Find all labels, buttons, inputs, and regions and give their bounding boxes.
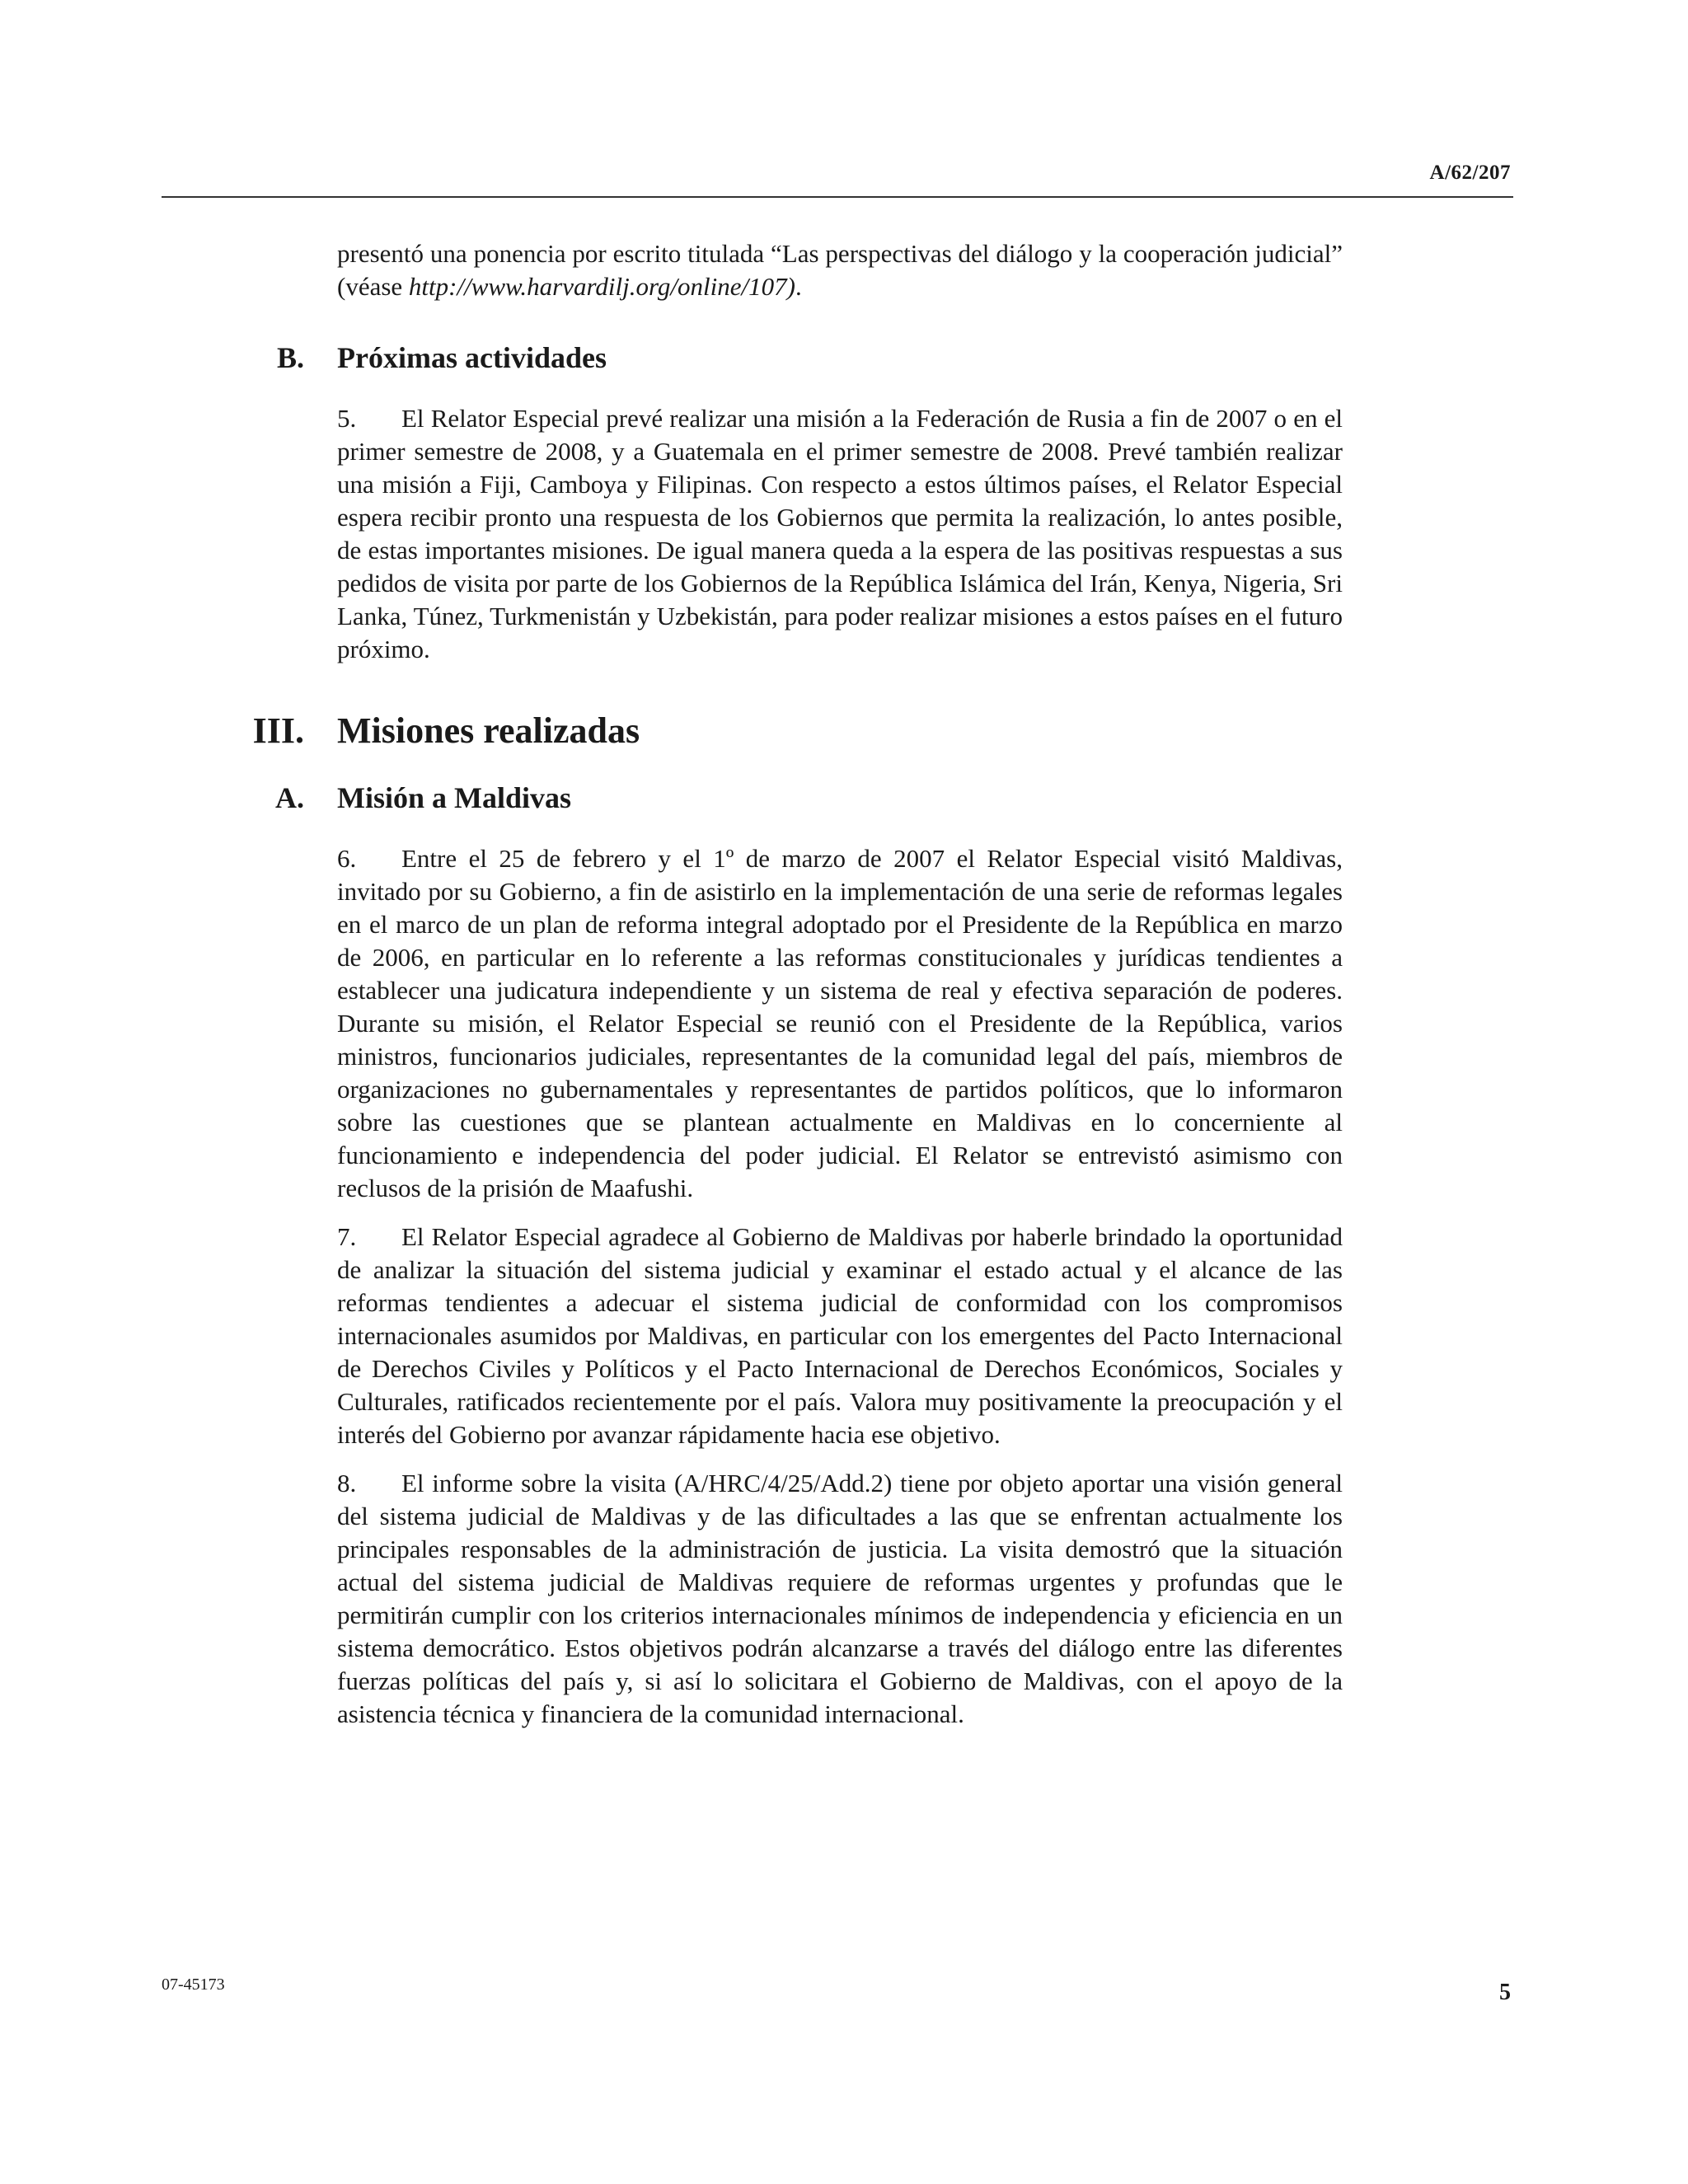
paragraph-8 <box>337 1467 1343 1731</box>
intro-text-end: . <box>795 272 802 301</box>
paragraph-8-number: 8. <box>337 1469 357 1497</box>
paragraph-6-text: Entre el 25 de febrero y el 1º de marzo de 2007 el Relator Especial visitó Maldivas, invitado por su Gobierno, a fin de asistirlo en la implementación de una serie de reformas legales en el marco de un plan de reforma integral adoptado por el Presidente de la República en marzo de 2006, en particular en lo referente a las reformas constitucionales y jurídicas tendientes a establecer una judicatura independiente y un sistema de real y efectiva separación de poderes. Durante su misión, el Relator Especial se reunió con el Presidente de la República, varios ministros, funcionarios judiciales, representantes de la comunidad legal del país, miembros de organizaciones no gubernamentales y representantes de partidos políticos, que lo informaron sobre las cuestiones que se plantean actualmente en Maldivas en lo concerniente al funcionamiento e independencia del poder judicial. El Relator se entrevistó asimismo con reclusos de la prisión de Maafushi. <box>337 844 1343 1202</box>
section-iii-title: Misiones realizadas <box>337 710 640 751</box>
section-iii-marker: III. <box>252 710 304 751</box>
section-b-title: Próximas actividades <box>337 341 607 374</box>
paragraph-7-text: El Relator Especial agradece al Gobierno de Maldivas por haberle brindado la oportunidad de analizar la situación del sistema judicial y examinar el estado actual y el alcance de las reformas tendientes a adecuar el sistema judicial de conformidad con los compromisos internacionales asumidos por Maldivas, en particular con los emergentes del Pacto Internacional de Derechos Civiles y Políticos y el Pacto Internacional de Derechos Económicos, Sociales y Culturales, ratificados recientemente por el país. Valora muy positivamente la preocupación y el interés del Gobierno por avanzar rápidamente hacia ese objetivo. <box>337 1222 1343 1449</box>
header-rule <box>162 196 1513 198</box>
document-body <box>252 237 1343 1731</box>
paragraph-7 <box>337 1221 1343 1451</box>
paragraph-5-text: El Relator Especial prevé realizar una misión a la Federación de Rusia a fin de 2007 o en el primer semestre de 2008, y a Guatemala en el primer semestre de 2008. Prevé también realizar una misión a Fiji, Camboya y Filipinas. Con respecto a estos últimos países, el Relator Especial espera recibir pronto una respuesta de los Gobiernos que permita la realización, lo antes posible, de estas importantes misiones. De igual manera queda a la espera de las positivas respuestas a sus pedidos de visita por parte de los Gobiernos de la República Islámica del Irán, Kenya, Nigeria, Sri Lanka, Túnez, Turkmenistán y Uzbekistán, para poder realizar misiones a estos países en el futuro próximo. <box>337 404 1343 663</box>
intro-text: presentó una ponencia por escrito titulada “Las perspectivas del diálogo y la cooperación judicial” (véase <box>337 239 1343 301</box>
section-b-marker: B. <box>276 341 304 374</box>
document-number: 07-45173 <box>162 1975 225 1994</box>
paragraph-6 <box>337 842 1343 1205</box>
page-number: 5 <box>1499 1980 1511 2005</box>
document-symbol: A/62/207 <box>1429 162 1511 184</box>
intro-link: http://www.harvardilj.org/online/107) <box>408 272 795 301</box>
section-iii-heading <box>252 709 1343 753</box>
section-a-heading <box>275 780 1343 816</box>
paragraph-6-number: 6. <box>337 844 357 873</box>
intro-paragraph <box>337 237 1343 303</box>
section-a-title: Misión a Maldivas <box>337 781 572 814</box>
paragraph-5-number: 5. <box>337 404 357 433</box>
section-b-heading <box>276 340 1343 376</box>
section-a-marker: A. <box>275 781 304 814</box>
paragraph-5 <box>337 402 1343 666</box>
paragraph-8-text: El informe sobre la visita (A/HRC/4/25/Add.2) tiene por objeto aportar una visión general del sistema judicial de Maldivas y de las dificultades a las que se enfrentan actualmente los principales responsables de la administración de justicia. La visita demostró que la situación actual del sistema judicial de Maldivas requiere de reformas urgentes y profundas que le permitirán cumplir con los criterios internacionales mínimos de independencia y eficiencia en un sistema democrático. Estos objetivos podrán alcanzarse a través del diálogo entre las diferentes fuerzas políticas del país y, si así lo solicitara el Gobierno de Maldivas, con el apoyo de la asistencia técnica y financiera de la comunidad internacional. <box>337 1469 1343 1728</box>
paragraph-7-number: 7. <box>337 1222 357 1251</box>
